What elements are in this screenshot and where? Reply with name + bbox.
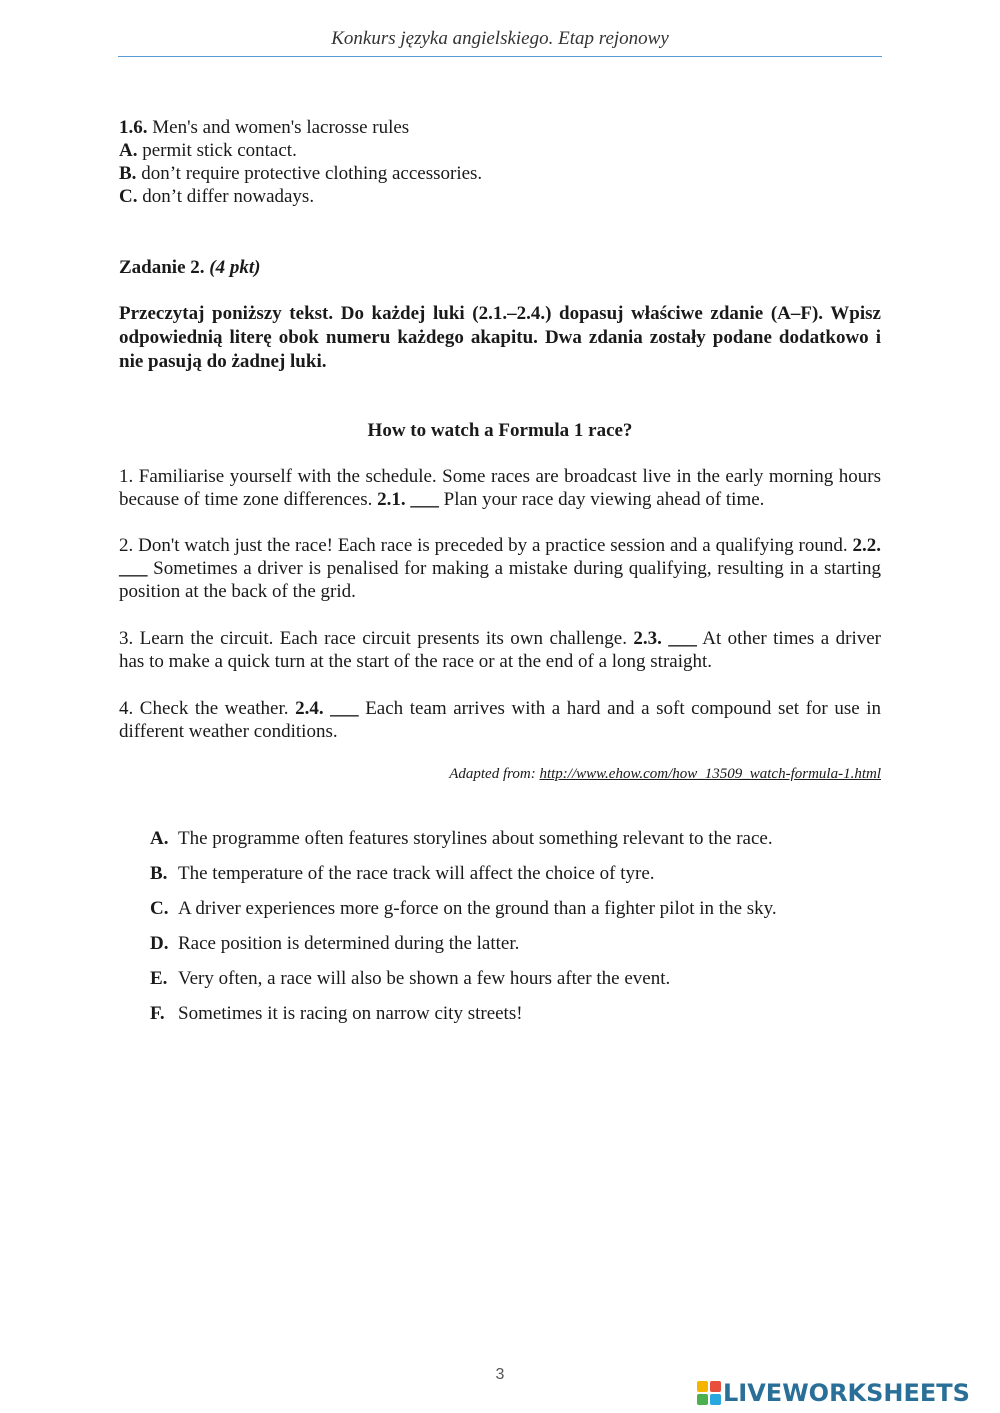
task-instruction: Przeczytaj poniższy tekst. Do każdej luki (2.1.–2.4.) dopasuj właściwe zdanie (A–F). Wpisz odpowiednią literę obok numeru każdego akapitu. Dwa zdania zostały podane dodatkowo i nie pasują do żadnej luki. xyxy=(119,303,881,372)
sentence-d xyxy=(150,933,870,968)
sentence-letter: C. xyxy=(150,898,169,919)
paragraph-text: 3. Learn the circuit. Each race circuit presents its own challenge. xyxy=(119,628,634,649)
gap-2-2[interactable]: 2.2. ___ xyxy=(119,535,881,579)
option-letter: A. xyxy=(119,140,138,161)
sentence-text: The temperature of the race track will affect the choice of tyre. xyxy=(178,863,655,884)
article-paragraph-4 xyxy=(119,697,881,743)
page-header: Konkurs języka angielskiego. Etap rejonowy xyxy=(331,28,669,49)
option-b xyxy=(119,162,881,185)
logo-tile xyxy=(710,1381,721,1392)
sentence-text: Race position is determined during the latter. xyxy=(178,933,520,954)
paragraph-text: Plan your race day viewing ahead of time. xyxy=(438,489,765,510)
paragraph-text: 2. Don't watch just the race! Each race is preceded by a practice session and a qualifying round. xyxy=(119,535,853,556)
option-text: permit stick contact. xyxy=(137,140,297,161)
page-number: 3 xyxy=(495,1366,505,1383)
logo-tile xyxy=(697,1394,708,1405)
watermark-text: LIVEWORKSHEETS xyxy=(723,1379,970,1407)
liveworksheets-watermark xyxy=(697,1380,970,1406)
logo-tile xyxy=(710,1394,721,1405)
sentence-f xyxy=(150,1003,870,1038)
sentence-letter: F. xyxy=(150,1003,165,1024)
source-label: Adapted from: xyxy=(449,766,540,782)
task-title xyxy=(119,256,881,279)
question-1-6 xyxy=(119,116,881,208)
paragraph-text: 1. Familiarise yourself with the schedule. Some races are broadcast live in the early morning hours because of time zone differences. xyxy=(119,466,881,510)
task-points: (4 pkt) xyxy=(209,257,261,278)
option-letter: B. xyxy=(119,163,137,184)
task-label: Zadanie 2. xyxy=(119,257,205,278)
article-paragraph-1 xyxy=(119,465,881,511)
question-stem xyxy=(119,116,881,139)
gap-2-4[interactable]: 2.4. ___ xyxy=(295,698,359,719)
source-citation xyxy=(119,766,881,783)
article-paragraph-3 xyxy=(119,627,881,673)
question-number: 1.6. xyxy=(119,117,148,138)
source-link[interactable]: http://www.ehow.com/how_13509_watch-formula-1.html xyxy=(539,766,881,782)
article-title: How to watch a Formula 1 race? xyxy=(367,420,633,441)
paragraph-text: 4. Check the weather. xyxy=(119,698,296,719)
option-letter: C. xyxy=(119,186,138,207)
gap-2-3[interactable]: 2.3. ___ xyxy=(633,628,697,649)
sentence-c xyxy=(150,898,870,933)
sentence-text: Very often, a race will also be shown a few hours after the event. xyxy=(178,968,671,989)
sentence-text: A driver experiences more g-force on the ground than a fighter pilot in the sky. xyxy=(178,898,777,919)
article-paragraph-2 xyxy=(119,534,881,603)
option-text: don’t require protective clothing accessories. xyxy=(136,163,483,184)
sentence-letter: D. xyxy=(150,933,169,954)
paragraph-text: At other times a driver has to make a quick turn at the start of the race or at the end of a long straight. xyxy=(119,628,881,672)
sentence-options xyxy=(150,828,870,1038)
logo-tile xyxy=(697,1381,708,1392)
sentence-letter: B. xyxy=(150,863,168,884)
liveworksheets-logo-icon xyxy=(697,1381,721,1405)
sentence-text: The programme often features storylines about something relevant to the race. xyxy=(178,828,773,849)
sentence-letter: A. xyxy=(150,828,169,849)
paragraph-text: Each team arrives with a hard and a soft compound set for use in different weather conditions. xyxy=(119,698,881,742)
option-c xyxy=(119,185,881,208)
option-a xyxy=(119,139,881,162)
option-text: don’t differ nowadays. xyxy=(137,186,315,207)
header-divider xyxy=(118,56,882,57)
sentence-a xyxy=(150,828,870,863)
gap-2-1[interactable]: 2.1. ___ xyxy=(377,489,439,510)
sentence-b xyxy=(150,863,870,898)
sentence-e xyxy=(150,968,870,1003)
paragraph-text: Sometimes a driver is penalised for making a mistake during qualifying, resulting in a starting position at the back of the grid. xyxy=(119,558,881,602)
sentence-text: Sometimes it is racing on narrow city streets! xyxy=(178,1003,523,1024)
question-stem-text: Men's and women's lacrosse rules xyxy=(147,117,410,138)
sentence-letter: E. xyxy=(150,968,168,989)
